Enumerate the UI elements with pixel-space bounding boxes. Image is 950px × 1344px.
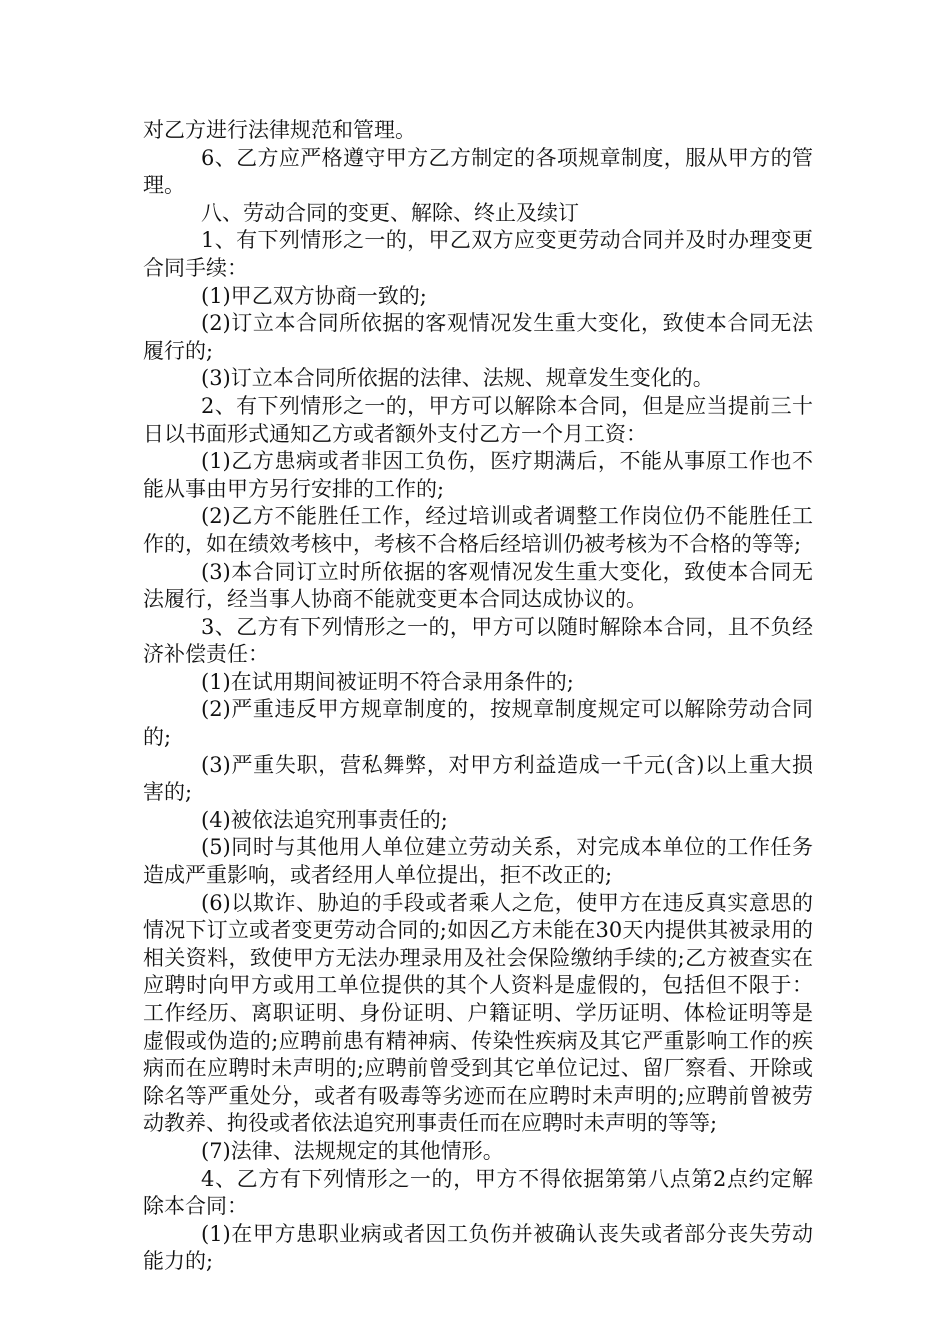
clause-8-3-item-1: (1)在试用期间被证明不符合录用条件的; [201, 669, 574, 694]
clause-8-2-item-1: (1)乙方患病或者非因工负伤，医疗期满后，不能从事原工作也不能从事由甲方另行安排的工作的; [143, 449, 813, 501]
clause-8-1-item-1: (1)甲乙双方协商一致的; [201, 283, 427, 308]
section-heading-8: 八、劳动合同的变更、解除、终止及续订 [201, 200, 579, 225]
clause-8-1: 1、有下列情形之一的，甲乙双方应变更劳动合同并及时办理变更合同手续： [143, 228, 813, 280]
clause-8-3-item-3: (3)严重失职，营私舞弊，对甲方利益造成一千元(含)以上重大损害的; [143, 752, 813, 805]
clause-8-3-item-6: (6)以欺诈、胁迫的手段或者乘人之危，使甲方在违反真实意思的情况下订立或者变更劳动合同的;如因乙方未能在30天内提供其被录用的相关资料，致使甲方无法办理录用及社会保险缴纳手续的;乙方被查实在应聘时向甲方或用工单位提供的其个人资料是虚假的，包括但不限于：工作经历、离职证明、身份证明、户籍证明、学历证明、体检证明等是虚假或伪造的;应聘前患有精神病、传染性疾病及其它严重影响工作的疾病而在应聘时未声明的;应聘前曾受到其它单位记过、留厂察看、开除或除名等严重处分，或者有吸毒等劣迹而在应聘时未声明的;应聘前曾被劳动教养、拘役或者依法追究刑事责任而在应聘时未声明的等等; [143, 890, 813, 1136]
clause-8-1-item-3: (3)订立本合同所依据的法律、法规、规章发生变化的。 [201, 366, 714, 391]
clause-8-1-item-2: (2)订立本合同所依据的客观情况发生重大变化，致使本合同无法履行的; [143, 311, 813, 363]
clause-8-3: 3、乙方有下列情形之一的，甲方可以随时解除本合同，且不负经济补偿责任： [143, 614, 813, 667]
paragraph-continuation: 对乙方进行法律规范和管理。 [143, 118, 416, 142]
clause-8-3-item-7: (7)法律、法规规定的其他情形。 [201, 1138, 504, 1163]
clause-8-2-item-2: (2)乙方不能胜任工作，经过培训或者调整工作岗位仍不能胜任工作的，如在绩效考核中，考核不合格后经培训仍被考核为不合格的等等; [143, 504, 813, 556]
clause-8-3-item-4: (4)被依法追究刑事责任的; [201, 807, 448, 832]
clause-8-3-item-5: (5)同时与其他用人单位建立劳动关系，对完成本单位的工作任务造成严重影响，或者经用人单位提出，拒不改正的; [143, 835, 813, 888]
clause-8-4: 4、乙方有下列情形之一的，甲方不得依据第第八点第2点约定解除本合同： [143, 1166, 813, 1219]
clause-8-3-item-2: (2)严重违反甲方规章制度的，按规章制度规定可以解除劳动合同的; [143, 697, 813, 750]
clause-8-2: 2、有下列情形之一的，甲方可以解除本合同，但是应当提前三十日以书面形式通知乙方或者额外支付乙方一个月工资： [143, 393, 813, 446]
document-page [143, 117, 813, 1276]
clause-8-4-item-1: (1)在甲方患职业病或者因工负伤并被确认丧失或者部分丧失劳动能力的; [143, 1221, 813, 1274]
clause-8-2-item-3: (3)本合同订立时所依据的客观情况发生重大变化，致使本合同无法履行，经当事人协商不能就变更本合同达成协议的。 [143, 559, 813, 612]
clause-7-6: 6、乙方应严格遵守甲方乙方制定的各项规章制度，服从甲方的管理。 [143, 145, 813, 198]
